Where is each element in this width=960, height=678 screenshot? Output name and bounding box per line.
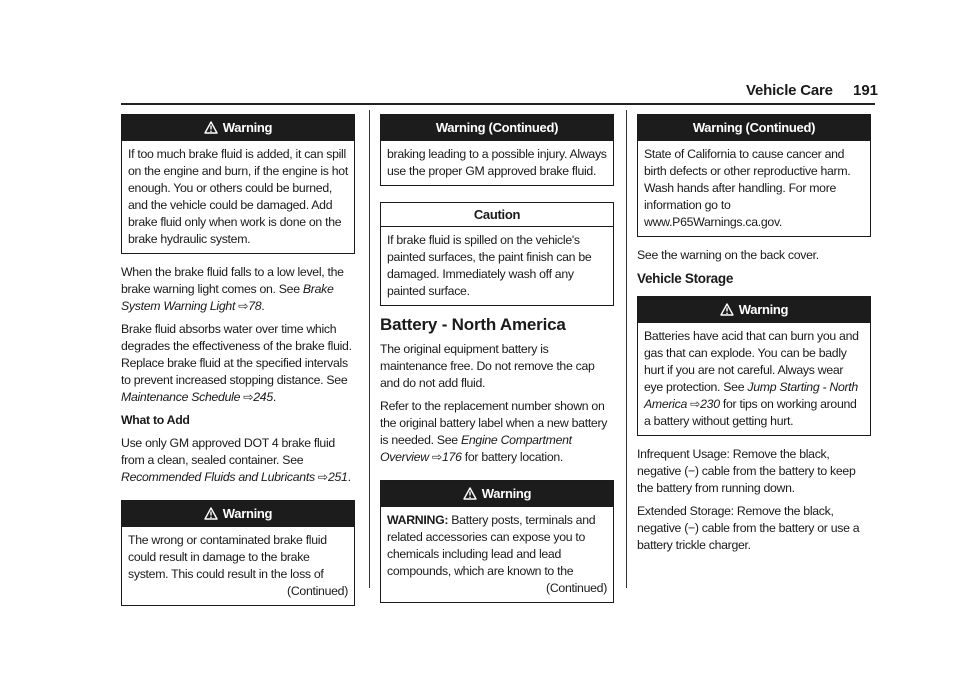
warning-triangle-icon — [204, 121, 218, 134]
warning-body: If too much brake fluid is added, it can spill on the engine and burn, if the engine is hot enough. You or others could be burned, and the vehicle could be damaged. Add brake fluid only when work is done on the brake hydraulic system. — [128, 147, 348, 246]
warning-title: Warning — [222, 506, 273, 521]
paragraph: The original equipment battery is maintenance free. Do not remove the cap and do not add fluid. — [380, 342, 595, 390]
warning-title: Warning — [222, 120, 273, 135]
page-ref-arrow-icon: ⇨ — [238, 299, 249, 313]
paragraph: Use only GM approved DOT 4 brake fluid from a clean, sealed container. See Recommended Fluids and Lubricants ⇨251. — [121, 436, 351, 484]
continued-label: (Continued) — [546, 581, 607, 595]
page-ref[interactable]: 230 — [700, 397, 720, 411]
column-3 — [637, 114, 871, 560]
column-divider — [369, 110, 370, 588]
continued-label: (Continued) — [287, 584, 348, 598]
subheading: What to Add — [121, 413, 190, 427]
warning-box — [121, 114, 355, 254]
page-ref-arrow-icon: ⇨ — [317, 470, 328, 484]
page-ref[interactable]: 245 — [253, 390, 273, 404]
page-ref-arrow-icon: ⇨ — [690, 397, 701, 411]
page-number: 191 — [853, 82, 879, 99]
paragraph: When the brake fluid falls to a low level, the brake warning light comes on. See Brake System Warning Light ⇨78. — [121, 265, 344, 313]
section-header-title: Vehicle Care — [746, 82, 833, 99]
page-ref-arrow-icon: ⇨ — [243, 390, 254, 404]
column-1 — [121, 114, 355, 616]
warning-header — [122, 501, 354, 527]
subsection-title: Vehicle Storage — [637, 271, 734, 286]
warning-header — [122, 115, 354, 141]
page-ref[interactable]: 176 — [442, 450, 462, 464]
column-2 — [380, 114, 614, 613]
page-ref[interactable]: 78 — [248, 299, 262, 313]
warning-box — [121, 500, 355, 606]
warning-triangle-icon — [204, 507, 218, 520]
warning-body: Batteries have acid that can burn you and gas that can explode. You can be badly hurt if you are not careful. Always wear eye protection. See Jump Starting - North America ⇨230 for tips on working around a battery without getting hurt. — [644, 329, 859, 428]
warning-body: State of California to cause cancer and birth defects or other reproductive harm. Wash hands after handling. For more information go to www.P65Warnings.ca.gov. — [644, 147, 851, 229]
cross-reference-link[interactable]: Recommended Fluids and Lubricants — [121, 470, 315, 484]
paragraph: Infrequent Usage: Remove the black, negative (−) cable from the battery to keep the battery from running down. — [637, 447, 856, 495]
caution-box — [380, 202, 614, 306]
warning-title: Warning — [738, 302, 789, 317]
warning-header — [638, 297, 870, 323]
column-divider — [626, 110, 627, 588]
caution-body: If brake fluid is spilled on the vehicle's painted surfaces, the paint finish can be damaged. Immediately wash off any painted surface. — [387, 233, 592, 298]
warning-triangle-icon — [720, 303, 734, 316]
paragraph: See the warning on the back cover. — [637, 248, 819, 262]
section-title: Battery - North America — [380, 315, 566, 334]
page-ref-arrow-icon: ⇨ — [431, 450, 442, 464]
cross-reference-link[interactable]: Jump Starting - North America — [644, 380, 858, 411]
warning-header — [381, 481, 613, 507]
warning-title: Warning — [481, 486, 532, 501]
warning-box — [637, 296, 871, 436]
paragraph: Brake fluid absorbs water over time which degrades the effectiveness of the brake fluid. Replace brake fluid at the specified intervals to prevent increased stopping distance. See Maintenance Schedule ⇨245. — [121, 322, 352, 404]
cross-reference-link[interactable]: Engine Compartment Overview — [380, 433, 572, 464]
paragraph: Refer to the replacement number shown on the original battery label when a new battery is needed. See Engine Compartment Overview ⇨176 for battery location. — [380, 399, 608, 464]
cross-reference-link[interactable]: Maintenance Schedule — [121, 390, 241, 404]
warning-header: Warning (Continued) — [638, 115, 870, 141]
warning-body: WARNING: Battery posts, terminals and related accessories can expose you to chemicals including lead and lead compounds, which are known to the (Continued) — [387, 513, 607, 595]
warning-body: braking leading to a possible injury. Always use the proper GM approved brake fluid. — [387, 147, 607, 178]
warning-body: The wrong or contaminated brake fluid could result in damage to the brake system. This could result in the loss of (Continued) — [128, 533, 348, 598]
caution-header: Caution — [381, 203, 613, 227]
warning-header: Warning (Continued) — [381, 115, 613, 141]
header-rule — [121, 103, 875, 105]
cross-reference-link[interactable]: Brake System Warning Light — [121, 282, 334, 313]
page-ref[interactable]: 251 — [327, 470, 348, 484]
warning-box — [380, 480, 614, 603]
warning-continued-box — [380, 114, 614, 186]
paragraph: Extended Storage: Remove the black, negative (−) cable from the battery or use a battery trickle charger. — [637, 504, 860, 552]
warning-triangle-icon — [463, 487, 477, 500]
warning-continued-box — [637, 114, 871, 237]
